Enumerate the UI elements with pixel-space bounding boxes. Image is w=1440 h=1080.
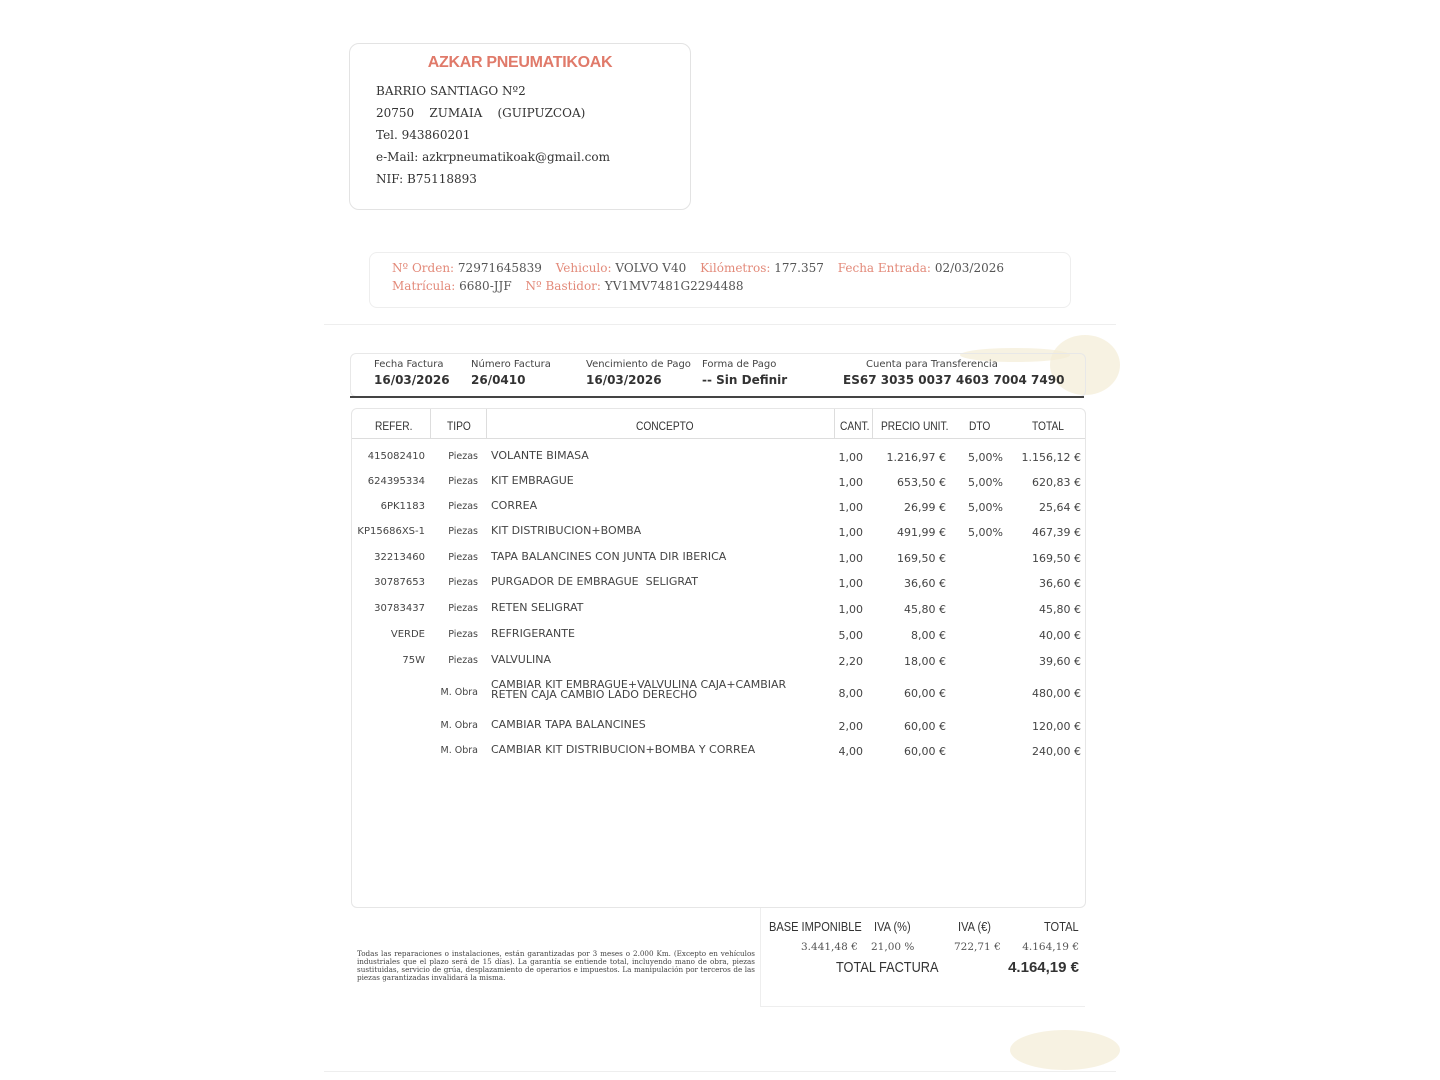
col-divider [872,409,873,439]
total-factura-value: 4.164,19 € [1008,959,1079,976]
cell-ref: 30787653 [374,577,425,588]
base-imponible-value: 3.441,48 € [801,941,858,953]
paper-stain [1010,1030,1120,1070]
vencimiento-value: 16/03/2026 [586,373,662,387]
forma-pago-label: Forma de Pago [702,359,777,370]
company-phone: Tel. 943860201 [376,128,471,142]
numero-factura [471,359,551,387]
bastidor-label: Nº Bastidor: [525,279,601,293]
total-factura-label: TOTAL FACTURA [836,959,939,976]
cell-precio: 26,99 € [904,501,946,514]
cuenta-value: ES67 3035 0037 4603 7004 7490 [843,373,1065,387]
cell-concepto: KIT EMBRAGUE [491,474,574,487]
cuenta-transferencia [843,359,1064,387]
cell-total: 1.156,12 € [1021,451,1081,464]
cell-ref: KP15686XS-1 [357,526,425,537]
cell-total: 25,64 € [1039,501,1081,514]
cell-dto: 5,00% [968,476,1003,489]
km-label: Kilómetros: [700,261,771,275]
cell-cant: 8,00 [838,687,863,700]
cell-precio: 36,60 € [904,577,946,590]
total-value: 4.164,19 € [1022,941,1079,953]
cell-concepto: CAMBIAR KIT EMBRAGUE+VALVULINA CAJA+CAMBIAR RETEN CAJA CAMBIO LADO DERECHO [491,678,787,701]
cell-total: 467,39 € [1032,526,1081,539]
cell-cant: 1,00 [838,501,863,514]
cell-cant: 2,20 [838,655,863,668]
cell-total: 45,80 € [1039,603,1081,616]
col-header-precio: PRECIO UNIT. [881,419,949,433]
bastidor-value: YV1MV7481G2294488 [604,279,744,293]
company-name: AZKAR PNEUMATIKOAK [427,54,613,71]
cell-total: 240,00 € [1032,745,1081,758]
cell-tipo: M. Obra [440,720,478,731]
cell-tipo: Piezas [448,476,478,487]
cell-cant: 1,00 [838,603,863,616]
cell-tipo: Piezas [448,501,478,512]
cell-tipo: M. Obra [440,687,478,698]
col-header-cant: CANT. [840,419,870,433]
cell-total: 40,00 € [1039,629,1081,642]
col-header-concepto: CONCEPTO [636,419,694,433]
company-city: 20750 ZUMAIA (GUIPUZCOA) [376,106,586,120]
col-header-dto: DTO [969,419,991,433]
total-label: TOTAL [1044,919,1079,934]
iva-eur-value: 722,71 € [954,941,1001,953]
fecha-entrada-label: Fecha Entrada: [837,261,931,275]
cell-cant: 1,00 [838,451,863,464]
cell-cant: 1,00 [838,552,863,565]
cell-tipo: Piezas [448,603,478,614]
cell-cant: 1,00 [838,476,863,489]
cell-tipo: Piezas [448,655,478,666]
vencimiento-label: Vencimiento de Pago [586,359,691,370]
forma-pago [702,359,787,387]
company-address: BARRIO SANTIAGO Nº2 [376,84,526,98]
cell-dto: 5,00% [968,526,1003,539]
cell-ref: 75W [402,655,425,666]
cell-ref: VERDE [390,629,425,640]
col-header-tipo: TIPO [447,419,471,433]
cell-ref: 415082410 [367,451,425,462]
vehiculo-value: VOLVO V40 [615,261,687,275]
forma-pago-value: -- Sin Definir [702,373,788,387]
cell-cant: 1,00 [838,577,863,590]
page-edge-top [324,324,1116,325]
cell-tipo: Piezas [448,629,478,640]
cell-concepto: TAPA BALANCINES CON JUNTA DIR IBERICA [491,550,727,563]
cell-precio: 18,00 € [904,655,946,668]
cell-concepto: VALVULINA [491,653,551,666]
cell-precio: 1.216,97 € [886,451,946,464]
col-header-ref: REFER. [375,419,413,433]
cell-tipo: Piezas [448,577,478,588]
cell-total: 120,00 € [1032,720,1081,733]
cell-precio: 8,00 € [911,629,946,642]
vencimiento-pago [586,359,691,387]
cell-dto: 5,00% [968,501,1003,514]
orden-value: 72971645839 [457,261,542,275]
col-divider [834,409,835,439]
cell-cant: 2,00 [838,720,863,733]
cell-precio: 60,00 € [904,720,946,733]
cell-total: 36,60 € [1039,577,1081,590]
order-info-box [369,252,1071,308]
company-email: e-Mail: azkrpneumatikoak@gmail.com [376,150,610,164]
fecha-factura-value: 16/03/2026 [374,373,450,387]
matricula-value: 6680-JJF [459,279,512,293]
orden-label: Nº Orden: [392,261,455,275]
cell-concepto: CORREA [491,499,538,512]
header-rule [350,396,1084,398]
cell-total: 480,00 € [1032,687,1081,700]
cell-ref: 624395334 [367,476,425,487]
cell-dto: 5,00% [968,451,1003,464]
fecha-factura-label: Fecha Factura [374,359,444,370]
cell-total: 620,83 € [1032,476,1081,489]
cell-concepto: REFRIGERANTE [491,627,575,640]
cell-precio: 169,50 € [897,552,946,565]
col-divider [430,409,431,439]
cell-ref: 30783437 [374,603,425,614]
cell-precio: 653,50 € [897,476,946,489]
cell-concepto: KIT DISTRIBUCION+BOMBA [491,524,642,537]
matricula-label: Matrícula: [392,279,456,293]
col-divider [486,409,487,439]
cell-total: 169,50 € [1032,552,1081,565]
invoice-header [350,353,1086,397]
cell-cant: 5,00 [838,629,863,642]
col-header-total: TOTAL [1032,419,1064,433]
iva-eur-label: IVA (€) [958,919,991,934]
cell-tipo: Piezas [448,526,478,537]
cell-cant: 1,00 [838,526,863,539]
km-value: 177.357 [774,261,824,275]
company-nif: NIF: B75118893 [376,172,477,186]
cell-concepto: VOLANTE BIMASA [491,449,589,462]
header-underline [352,438,1085,439]
cell-precio: 60,00 € [904,745,946,758]
page-edge-bottom [324,1071,1116,1072]
numero-factura-label: Número Factura [471,359,551,370]
cell-total: 39,60 € [1039,655,1081,668]
cell-precio: 60,00 € [904,687,946,700]
warranty-notice: Todas las reparaciones o instalaciones, están garantizadas por 3 meses o 2.000 Km. (Excepto en vehículos industriales que el plazo será de 15 días). La garantía se entiende total, incluyendo mano de obra, piezas sustituidas, servicio de grúa, desplazamiento de operarios e impuestos. La manipulación por terceros de las piezas garantizadas invalidará la misma. [357,949,755,982]
cell-concepto: CAMBIAR TAPA BALANCINES [491,718,646,731]
cell-cant: 4,00 [838,745,863,758]
cell-concepto: RETEN SELIGRAT [491,601,584,614]
fecha-entrada-value: 02/03/2026 [934,261,1004,275]
cell-precio: 45,80 € [904,603,946,616]
cell-tipo: M. Obra [440,745,478,756]
company-info-box [349,43,691,210]
cell-concepto: PURGADOR DE EMBRAGUE SELIGRAT [491,575,699,588]
vehiculo-label: Vehiculo: [555,261,612,275]
cell-concepto: CAMBIAR KIT DISTRIBUCION+BOMBA Y CORREA [491,743,756,756]
totals-box [760,908,1085,1007]
numero-factura-value: 26/0410 [471,373,526,387]
cell-ref: 6PK1183 [380,501,425,512]
fecha-factura [374,359,450,387]
order-row-1 [392,261,1014,275]
cuenta-label: Cuenta para Transferencia [866,359,998,370]
cell-ref: 32213460 [374,552,425,563]
cell-tipo: Piezas [448,451,478,462]
iva-pct-value: 21,00 % [871,941,915,953]
items-table [351,408,1086,908]
order-row-2 [392,279,754,293]
cell-precio: 491,99 € [897,526,946,539]
cell-tipo: Piezas [448,552,478,563]
iva-pct-label: IVA (%) [874,919,911,934]
base-imponible-label: BASE IMPONIBLE [769,919,862,934]
